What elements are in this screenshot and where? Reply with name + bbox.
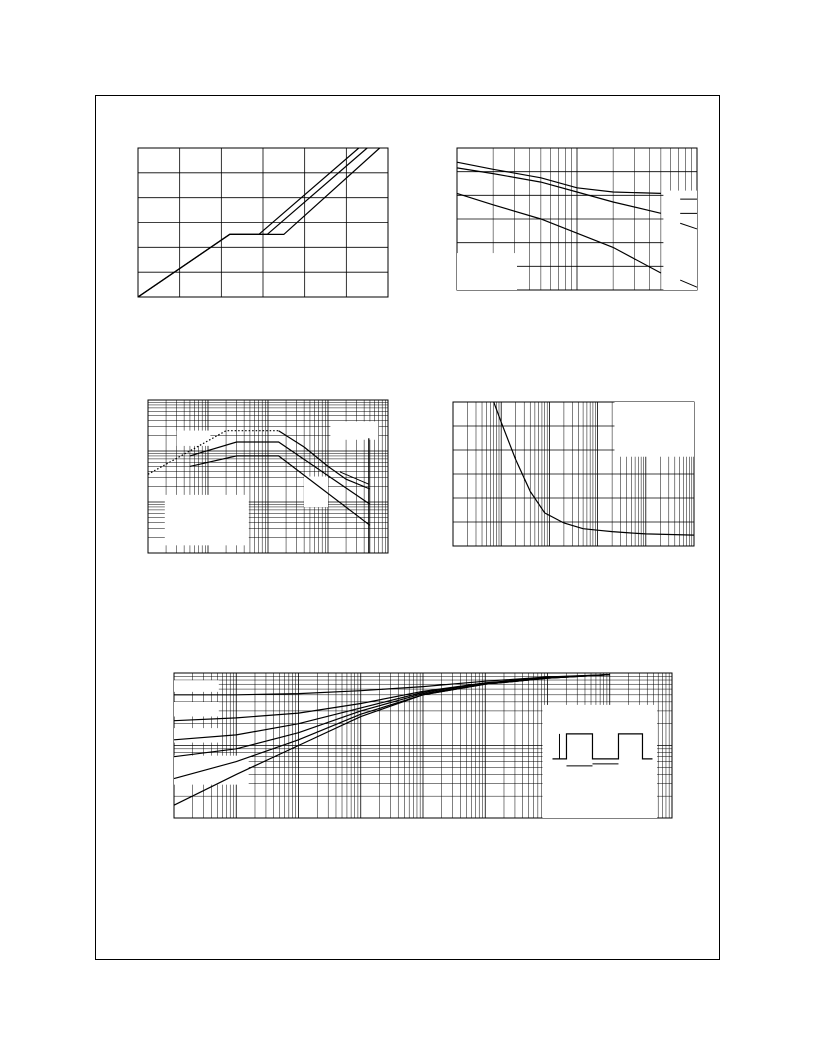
chart-decay-curve xyxy=(453,402,694,546)
label-box xyxy=(174,702,219,717)
label-box xyxy=(174,728,219,743)
label-box xyxy=(304,477,328,508)
label-box xyxy=(174,680,219,692)
label-box xyxy=(614,402,694,457)
chart-output-characteristics xyxy=(138,148,388,297)
label-box xyxy=(165,495,249,545)
chart-temperature-characteristics xyxy=(457,148,697,290)
label-box xyxy=(330,421,378,439)
chart-transient-thermal-response xyxy=(174,673,672,818)
label-box xyxy=(174,756,249,785)
label-box xyxy=(543,705,658,818)
label-box xyxy=(663,191,697,290)
label-box xyxy=(457,253,517,290)
chart-safe-operating-area xyxy=(148,400,388,553)
label-box xyxy=(177,431,211,446)
